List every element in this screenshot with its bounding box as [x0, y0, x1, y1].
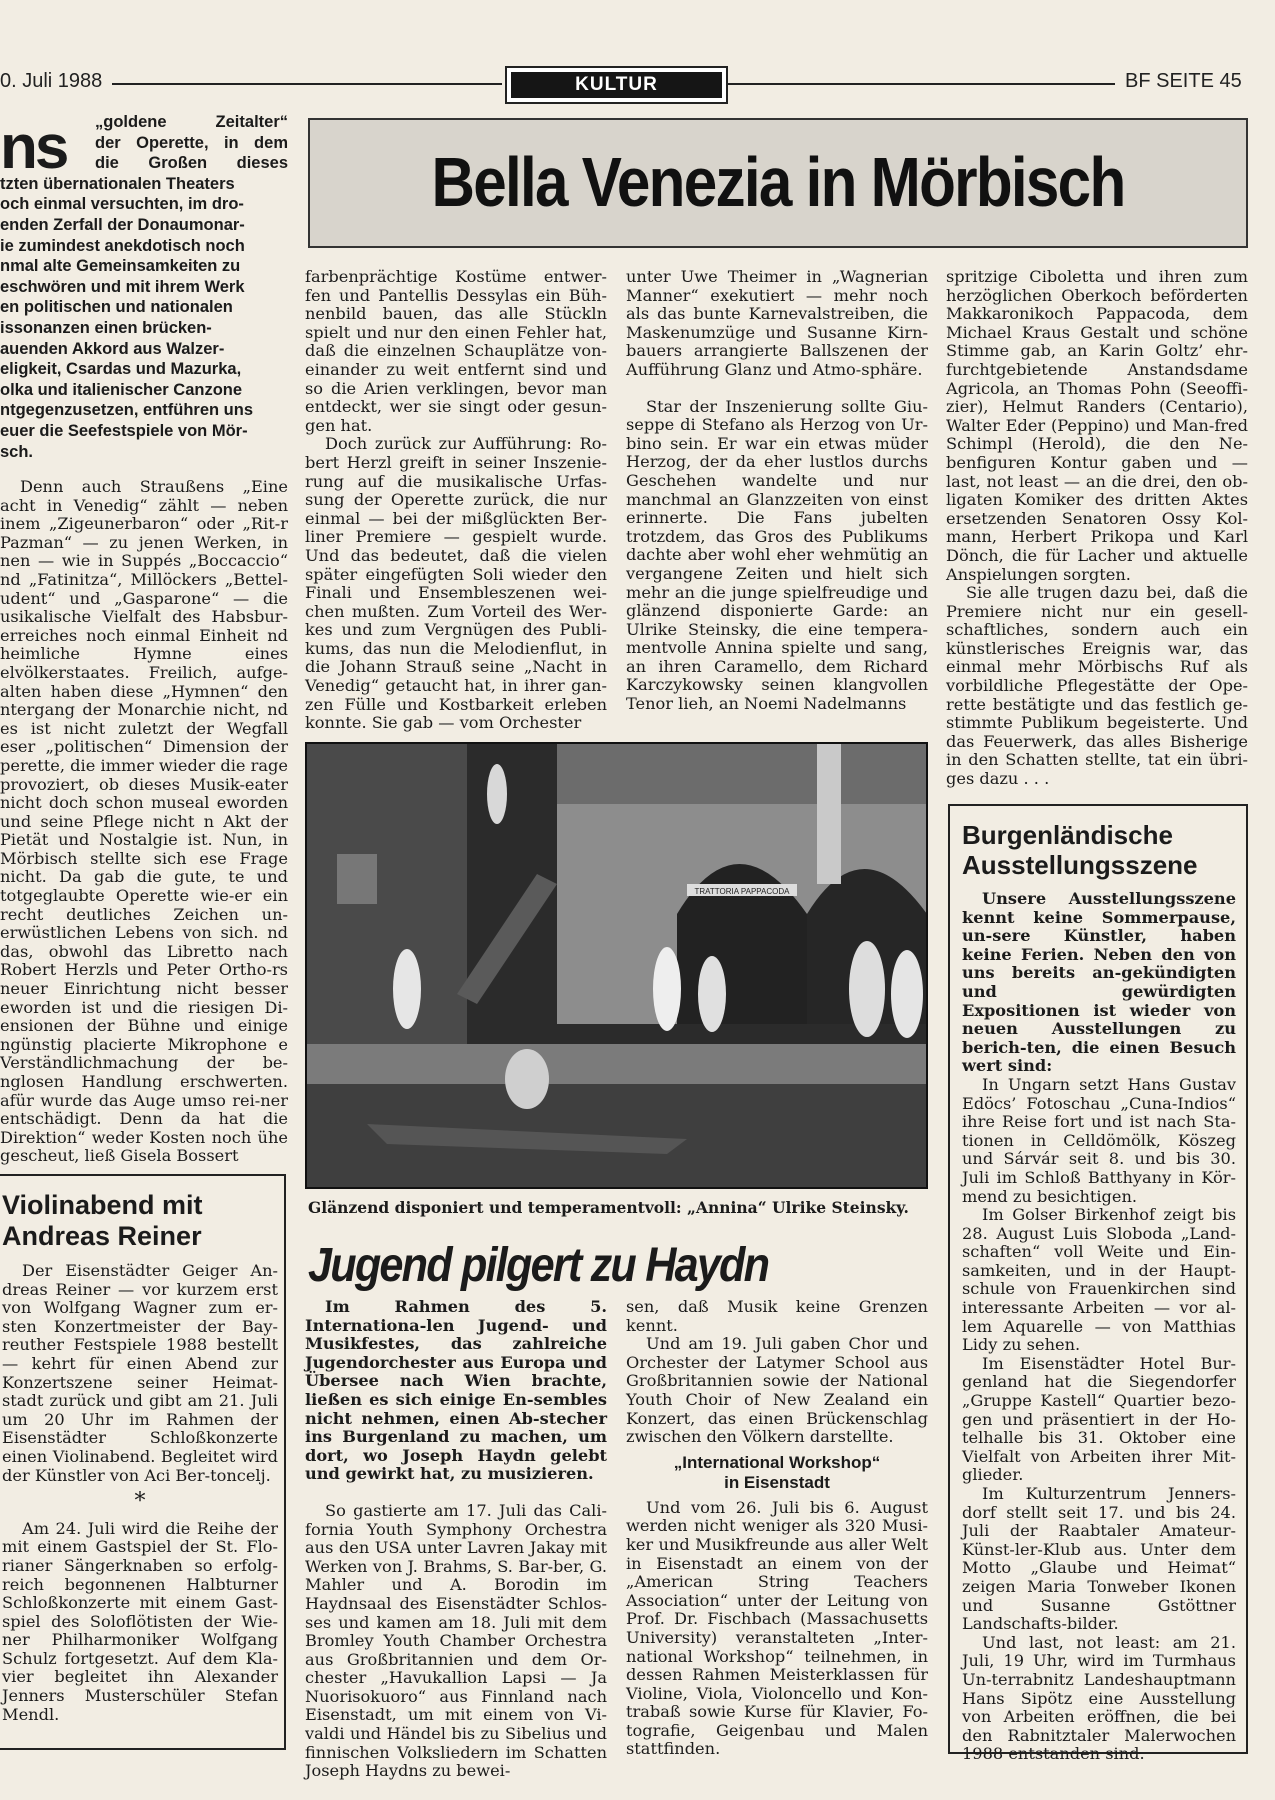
haydn-paragraph-1: So gastierte am 17. Juli das Cali-fornia Youth Symphony Orchestra aus den USA unter Lavren Jakay mit Werken von J. Brahms, S. Bar-ber, G. Mahler und A. Borodin im Haydnsaal des Eisenstädter Schlos-ses und kamen am 18. Juli mit dem Bromley Youth Chamber Orchestra aus Großbritannien und dem Or-chester „Havukallion Lapsi — Ja Nuorisokuoro“ aus Finnland nach Eisenstadt, um mit einem von Vi-valdi und Händel bis zu Sibelius und finnischen Volksliedern im Schatten Joseph Haydns zu bewei- — [305, 1500, 607, 1781]
column-4-paragraph-1: spritzige Ciboletta und ihren zum herzöglichen Oberkoch beförderten Makkaronikoch Pappacoda, dem Michael Kraus Gestalt und schöne Stimme gab, an Karin Goltz’ ehr-furchtgebietende Anstandsdame Agricola, an Thomas Pohn (Seeoffi-zier), Helmut Randers (Centario), Walter Eder (Peppino) und Man-fred Schimpl (Herold), die den Ne-benfiguren Kontur gaben und — last, not least — an die drei, den ob-ligaten Komiker des dritten Aktes ersetzenden Senatoren Ossy Kol-mann, Herbert Prikopa und Karl Dönch, die für Lacher und aktuelle Anspielungen sorgten. — [946, 267, 1248, 584]
trattoria-sign: TRATTORIA PAPPACODA — [694, 887, 790, 896]
violin-box-title — [2, 1190, 203, 1252]
header-rule-right — [728, 83, 1115, 85]
left-article-lead-line: ie zumindest anekdotisch noch — [0, 236, 245, 255]
headline-box — [308, 118, 1248, 248]
burgenland-paragraph-2: Im Golser Birkenhof zeigt bis 28. August Luis Sloboda „Land-schaften“ voll Weite und Ein-samkeiten, und in der Haupt-schule von Frauenkirchen sind interessante Arbeiten — vor al-lem Aquarelle — von Matthias Lidy zu sehen. — [962, 1205, 1236, 1355]
left-article-paragraph: Denn auch Straußens „Eine acht in Venedig“ zählt — neben inem „Zigeunerbaron“ oder „Rit-r Pazman“ — zu jenen Werken, in nen — wie in Suppés „Boccaccio“ nd „Fatinitza“, Millöckers „Bettel-udent“ und „Gasparone“ — die usikalische Vielfalt des Habsbur-erreiches noch einmal Einheit nd heimliche Hymne eines elvölkerstaates. Freilich, aufge-alten haben diese „Hymnen“ den ntergang der Monarchie nicht, nd es ist nicht zuletzt der Wegfall eser „politischen“ Dimension der perette, die immer wieder die rage provoziert, ob dieses Musik-eater nicht doch schon museal eworden und seine Pflege nicht n Akt der Pietät und Nostalgie ist. Nun, in Mörbisch stellte sich ese Frage nicht. Da gab die gute, te und totgeglaubte Operette wie-er ein recht deutliches Zeichen un-erwüstlichen Lebens von sich. nd das, obwohl das Libretto nach Robert Herzls und Peter Ortho-rs neuer Einrichtung nicht besser eworden ist und die riesigen Di-ensionen der Bühne und einige ngünstig placierte Mikrophone e Verständlichmachung der be-nglosen Handlung erschwerten. afür wurde das Auge umso rei-ner entschädigt. Denn da hat die Direktion“ weder Kosten noch ühe gescheut, ließ Gisela Bossert — [0, 477, 288, 1166]
left-article-lead-line: ntgegenzusetzen, entführen uns — [0, 401, 254, 420]
left-article-lead — [0, 112, 288, 462]
violin-box-title-line-2: Andreas Reiner — [2, 1221, 202, 1251]
left-article-lead-line: issonanzen einen brücken- — [0, 318, 212, 337]
header-rule-left — [112, 83, 502, 85]
left-article-lead-line: „goldene Zeitalter“ — [95, 113, 288, 131]
haydn-subhead — [626, 1453, 928, 1493]
haydn-paragraph-4: Und vom 26. Juli bis 6. August werden nicht weniger als 320 Musi-ker und Musikfreunde aus aller Welt in Eisenstadt an einem von der „American String Teachers Association“ unter der Leitung von Prof. Dr. Fischbach (Massachusetts University) veranstalteten „Inter-national Workshop“ teilnehmen, in dessen Rahmen Meisterklassen für Violine, Viola, Violoncello und Kon-trabaß sowie Kurse für Klavier, Fo-tografie, Geigenbau und Malen stattfinden. — [626, 1497, 928, 1759]
left-article-lead-line: en politischen und nationalen — [0, 298, 233, 317]
article-column-2 — [305, 268, 607, 733]
burgenland-box-body — [962, 890, 1236, 1764]
left-article-lead-line: eschwören und mit ihrem Werk — [0, 277, 245, 296]
left-article — [0, 113, 288, 1168]
haydn-paragraph-3: Und am 19. Juli gaben Chor und Orchester der Latymer School aus Großbritannien sowie der National Youth Choir of New Zealand ein Konzert, das einen Brückenschlag zwischen den Völkern darstellte. — [626, 1334, 928, 1447]
section-label: KULTUR — [511, 72, 722, 98]
violin-box-paragraph-1: Der Eisenstädter Geiger An-dreas Reiner — vor kurzem erst von Wolfgang Wagner zum er-sten Konzertmeister der Bay-reuther Festspiele 1988 bestellt — kehrt für einen Abend zur Konzertszene seiner Heimat-stadt zurück und gibt am 21. Juli um 20 Uhr im Rahmen der Eisenstädter Schloßkonzerte einen Violinabend. Begleitet wird der Künstler von Aci Ber-toncelj. — [2, 1261, 278, 1485]
left-article-body — [0, 478, 288, 1166]
burgenland-box-title — [962, 820, 1198, 880]
left-article-lead-line: die Großen dieses — [95, 154, 288, 173]
violin-box — [0, 1174, 286, 1750]
left-article-lead-line: sch. — [0, 442, 34, 461]
left-article-lead-line: olka und italienischer Canzone — [0, 380, 243, 399]
left-article-lead-line: der Operette, in dem — [95, 133, 288, 152]
column-2-paragraph-1: farbenprächtige Kostüme entwer-fen und Pantellis Dessylas ein Büh-nenbild bauen, das alle Stückln spielt und nur den einen Fehler hat, daß die einzelnen Schauplätze von-einander zu weit entfernt sind und so die Arien verklingen, bevor man entdeckt, wer sie singt oder gesun-gen hat. — [305, 267, 607, 435]
column-4-paragraph-2: Sie alle trugen dazu bei, daß die Premiere nicht nur ein gesell-schaftliches, sondern auch ein künstlerisches Ereignis war, das einmal mehr Mörbischs Ruf als vorbildliche Pflegestätte der Ope-rette bestätigte und das festlich ge-stimmte Publikum begeisterte. Und das Feuerwerk, das alles Bisherige in den Schatten stellte, tat ein übri-ges dazu . . . — [946, 583, 1248, 789]
separator-star: * — [134, 1489, 146, 1515]
headline: Bella Venezia in Mörbisch — [431, 143, 1125, 221]
haydn-column-2 — [626, 1298, 928, 1759]
left-article-lead-line: eligkeit, Csardas und Mazurka, — [0, 360, 242, 379]
burgenland-box — [948, 804, 1248, 1764]
left-article-big-letters: ns — [0, 113, 67, 182]
left-article-lead-line: tzten übernationalen Theaters — [0, 174, 235, 193]
left-article-lead-line: enden Zerfall der Donaumonar- — [0, 215, 245, 234]
column-3-paragraph-1: unter Uwe Theimer in „Wagnerian Manner“ exekutiert — mehr noch als das bunte Karnevalstreiben, die Maskenumzüge und Susanne Kirn-bauers arrangierte Ballszenen der Aufführung Glanz und Atmo-sphäre. — [626, 267, 928, 379]
left-article-lead-line: euer die Seefestspiele von Mör- — [0, 421, 248, 440]
haydn-subhead-line-1: „International Workshop“ — [673, 1452, 881, 1472]
burgenland-paragraph-4: Im Kulturzentrum Jenners-dorf stellt seit 17. und bis 24. Juli der Raabtaler Amateur-Künst-ler-Klub aus. Unter dem Motto „Glaube und Heimat“ zeigen Maria Tonweber Ikonen und Susanne Gstöttner Landschafts-bilder. — [962, 1484, 1236, 1634]
stage-photo-illustration — [307, 744, 928, 1189]
left-article-lead-line: auenden Akkord aus Walzer- — [0, 339, 225, 358]
burgenland-box-title-line-2: Ausstellungsszene — [962, 850, 1198, 880]
left-article-lead-line: och einmal versuchten, im dro- — [0, 195, 244, 214]
column-3-paragraph-2: Star der Inszenierung sollte Giu-seppe di Stefano als Herzog von Ur-bino sein. Er war ein etwas müder Herzog, der da eher lustlos durchs Geschehen wandelte und nur manchmal an Glanzzeiten von einst erinnerte. Die Fans jubelten trotzdem, das Gros des Publikums dachte aber wohl eher wehmütig an vergangene Zeiten und hielt sich mehr an die junge spielfreudige und glänzend disponierte Garde: an Ulrike Steinsky, die eine tempera-mentvolle Annina spielte und sang, an ihren Caramello, dem Richard Karczykowsky seinen klangvollen Tenor lieh, an Noemi Nadelmanns — [626, 396, 928, 714]
article-column-4 — [946, 268, 1248, 789]
haydn-headline: Jugend pilgert zu Haydn — [308, 1239, 769, 1292]
burgenland-lead: Unsere Ausstellungsszene kennt keine Sommerpause, un-sere Künstler, haben keine Ferien. Neben den von uns bereits an-gekündigten und gewürdigten Expositionen ist wieder von neuen Ausstellungen zu berich-ten, die einen Besuch wert sind: — [962, 889, 1236, 1076]
haydn-lead: Im Rahmen des 5. Internationa-len Jugend- und Musikfestes, das zahlreiche Jugendorchester aus Europa und Übersee nach Wien brachte, ließen es sich einige En-sembles nicht nehmen, einen Ab-stecher ins Burgenland zu machen, um dort, wo Joseph Haydn gelebt und gewirkt hat, zu musizieren. — [305, 1297, 607, 1484]
violin-box-paragraph-2: Am 24. Juli wird die Reihe der mit einem Gastspiel der St. Flo-rianer Sängerknaben so erfolg-reich begonnenen Halbturner Schloßkonzerte mit einem Gast-spiel des Soloflötisten der Wie-ner Philharmoniker Wolfgang Schulz fortgesetzt. Auf dem Kla-vier begleitet ihn Alexander Jenners Musterschüler Stefan Mendl. — [2, 1518, 278, 1724]
violin-box-body — [2, 1262, 278, 1724]
haydn-subhead-line-2: in Eisenstadt — [724, 1472, 830, 1492]
photo-caption: Glänzend disponiert und temperamentvoll: „Annina“ Ulrike Steinsky. — [308, 1198, 909, 1217]
violin-box-title-line-1: Violinabend mit — [2, 1190, 203, 1220]
page-number: BF SEITE 45 — [1125, 70, 1242, 92]
burgenland-paragraph-3: Im Eisenstädter Hotel Bur-genland hat die Siegendorfer „Gruppe Kastell“ Quartier bezo-gen und präsentiert in der Ho-telhalle bis 31. Oktober eine Vielfalt von Arbeiten ihrer Mit-glieder. — [962, 1353, 1236, 1485]
left-article-lead-line: nmal alte Gemeinsamkeiten zu — [0, 257, 241, 276]
haydn-column-1 — [305, 1298, 607, 1781]
section-label-box — [505, 66, 728, 104]
haydn-paragraph-2: sen, daß Musik keine Grenzen kennt. — [626, 1297, 928, 1335]
burgenland-paragraph-1: In Ungarn setzt Hans Gustav Edöcs’ Fotoschau „Cuna-Indios“ ihre Reise fort und ist nach Sta-tionen in Celldömölk, Köszeg und Sárvár seit 8. und bis 30. Juli im Schloß Batthyany in Kör-mend zu besichtigen. — [962, 1074, 1236, 1206]
issue-date: 0. Juli 1988 — [0, 70, 103, 92]
burgenland-box-title-line-1: Burgenländische — [962, 820, 1173, 850]
stage-photo — [305, 742, 928, 1189]
burgenland-paragraph-5: Und last, not least: am 21. Juli, 19 Uhr, wird im Turmhaus Un-terrabnitz Landeshauptmann Hans Sipötz eine Ausstellung von Arbeiten eröffnen, die bei den Rabnitztaler Malerwochen 1988 entstanden sind. — [962, 1632, 1236, 1764]
column-2-paragraph-2: Doch zurück zur Aufführung: Ro-bert Herzl greift in seiner Inszenie-rung auf die musikalische Urfas-sung der Operette zurück, die nur einmal — bei der mißglückten Ber-liner Premiere — gespielt wurde. Und das bedeutet, daß die vielen später eingefügten Soli wieder den Finali und Ensembleszenen wei-chen mußten. Zum Vorteil des Wer-kes und zum Vergnügen des Publi-kums, das nun die Melodienflut, in die Johann Strauß seine „Nacht in Venedig“ getaucht hat, in ihrer gan-zen Fülle und Kostbarkeit erleben konnte. Sie gab — vom Orchester — [305, 434, 607, 733]
article-column-3 — [626, 268, 928, 714]
